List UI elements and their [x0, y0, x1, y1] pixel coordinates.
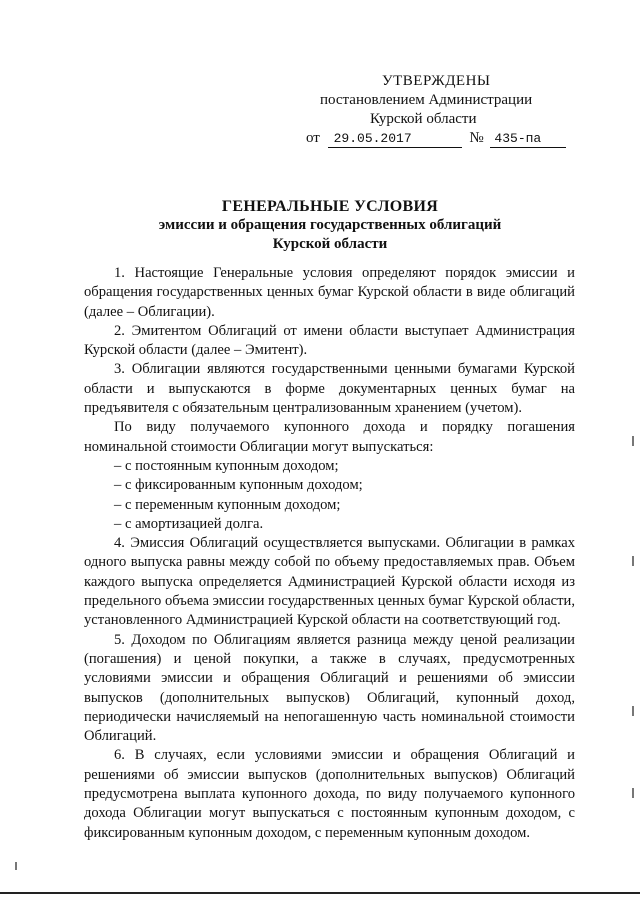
- margin-mark: [632, 788, 634, 798]
- paragraph-4: 4. Эмиссия Облигаций осуществляется выпусками. Облигации в рамках одного выпуска равны между собой по объему предоставляемых прав. Объем каждого выпуска определяется Администрацией Курской области исходя из предельного объема эмиссии государственных ценных бумаг Курской области, установленного Администрацией Курской области на соответствующий год.: [84, 535, 575, 629]
- approval-region: Курской области: [370, 111, 477, 127]
- margin-mark: [632, 706, 634, 716]
- approval-number: 435-па: [490, 131, 566, 148]
- approval-date: 29.05.2017: [328, 131, 462, 148]
- list-item: – с переменным купонным доходом;: [114, 496, 341, 513]
- approval-heading: УТВЕРЖДЕНЫ: [382, 73, 491, 89]
- list-item: – с фиксированным купонным доходом;: [114, 477, 363, 494]
- paragraph-6: 6. В случаях, если условиями эмиссии и обращения Облигаций и решениями об эмиссии выпусков (дополнительных выпусков) Облигаций предусмотрена выплата купонного дохода, по виду получаемого купонного дохода Облигации могут выпускаться с постоянным купонным доходом, с фиксированным купонным доходом, с переменным купонным доходом.: [84, 747, 575, 841]
- title-line-1: ГЕНЕРАЛЬНЫЕ УСЛОВИЯ: [221, 198, 439, 215]
- bottom-border: [0, 892, 640, 894]
- approval-resolution: постановлением Администрации: [320, 92, 533, 108]
- margin-mark: [632, 556, 634, 566]
- paragraph-1: 1. Настоящие Генеральные условия определяют порядок эмиссии и обращения государственных ценных бумаг Курской области в виде облигаций (далее – Облигации).: [84, 265, 575, 320]
- paragraph-2: 2. Эмитентом Облигаций от имени области выступает Администрация Курской области (далее – Эмитент).: [84, 322, 575, 359]
- margin-mark: [632, 436, 634, 446]
- paragraph-5: 5. Доходом по Облигациям является разница между ценой реализации (погашения) и ценой покупки, а также в случаях, предусмотренных условиями эмиссии и обращения Облигаций и решениями об эмиссии выпусков (дополнительных выпусков) Облигаций, купонный доход, периодически начисляемый на непогашенную часть номинальной стоимости Облигаций.: [84, 631, 575, 745]
- paragraph-coupon-types: По виду получаемого купонного дохода и порядку погашения номинальной стоимости Облигации могут выпускаться:: [84, 419, 575, 455]
- from-label: от: [306, 130, 320, 146]
- paragraph-3: 3. Облигации являются государственными ценными бумагами Курской области и выпускаются в форме документарных ценных бумаг на предъявителя с обязательным централизованным хранением (учетом).: [84, 361, 575, 417]
- title-line-2: эмиссии и обращения государственных облигаций: [158, 217, 502, 233]
- approval-date-number: [306, 129, 550, 148]
- list-item: – с амортизацией долга.: [114, 515, 264, 532]
- document-title: [100, 197, 560, 254]
- number-label: №: [469, 130, 484, 146]
- margin-mark: [15, 862, 17, 870]
- title-line-3: Курской области: [272, 236, 388, 252]
- list-item: – с постоянным купонным доходом;: [114, 457, 339, 474]
- approval-block: [300, 72, 550, 148]
- document-body: [84, 264, 575, 843]
